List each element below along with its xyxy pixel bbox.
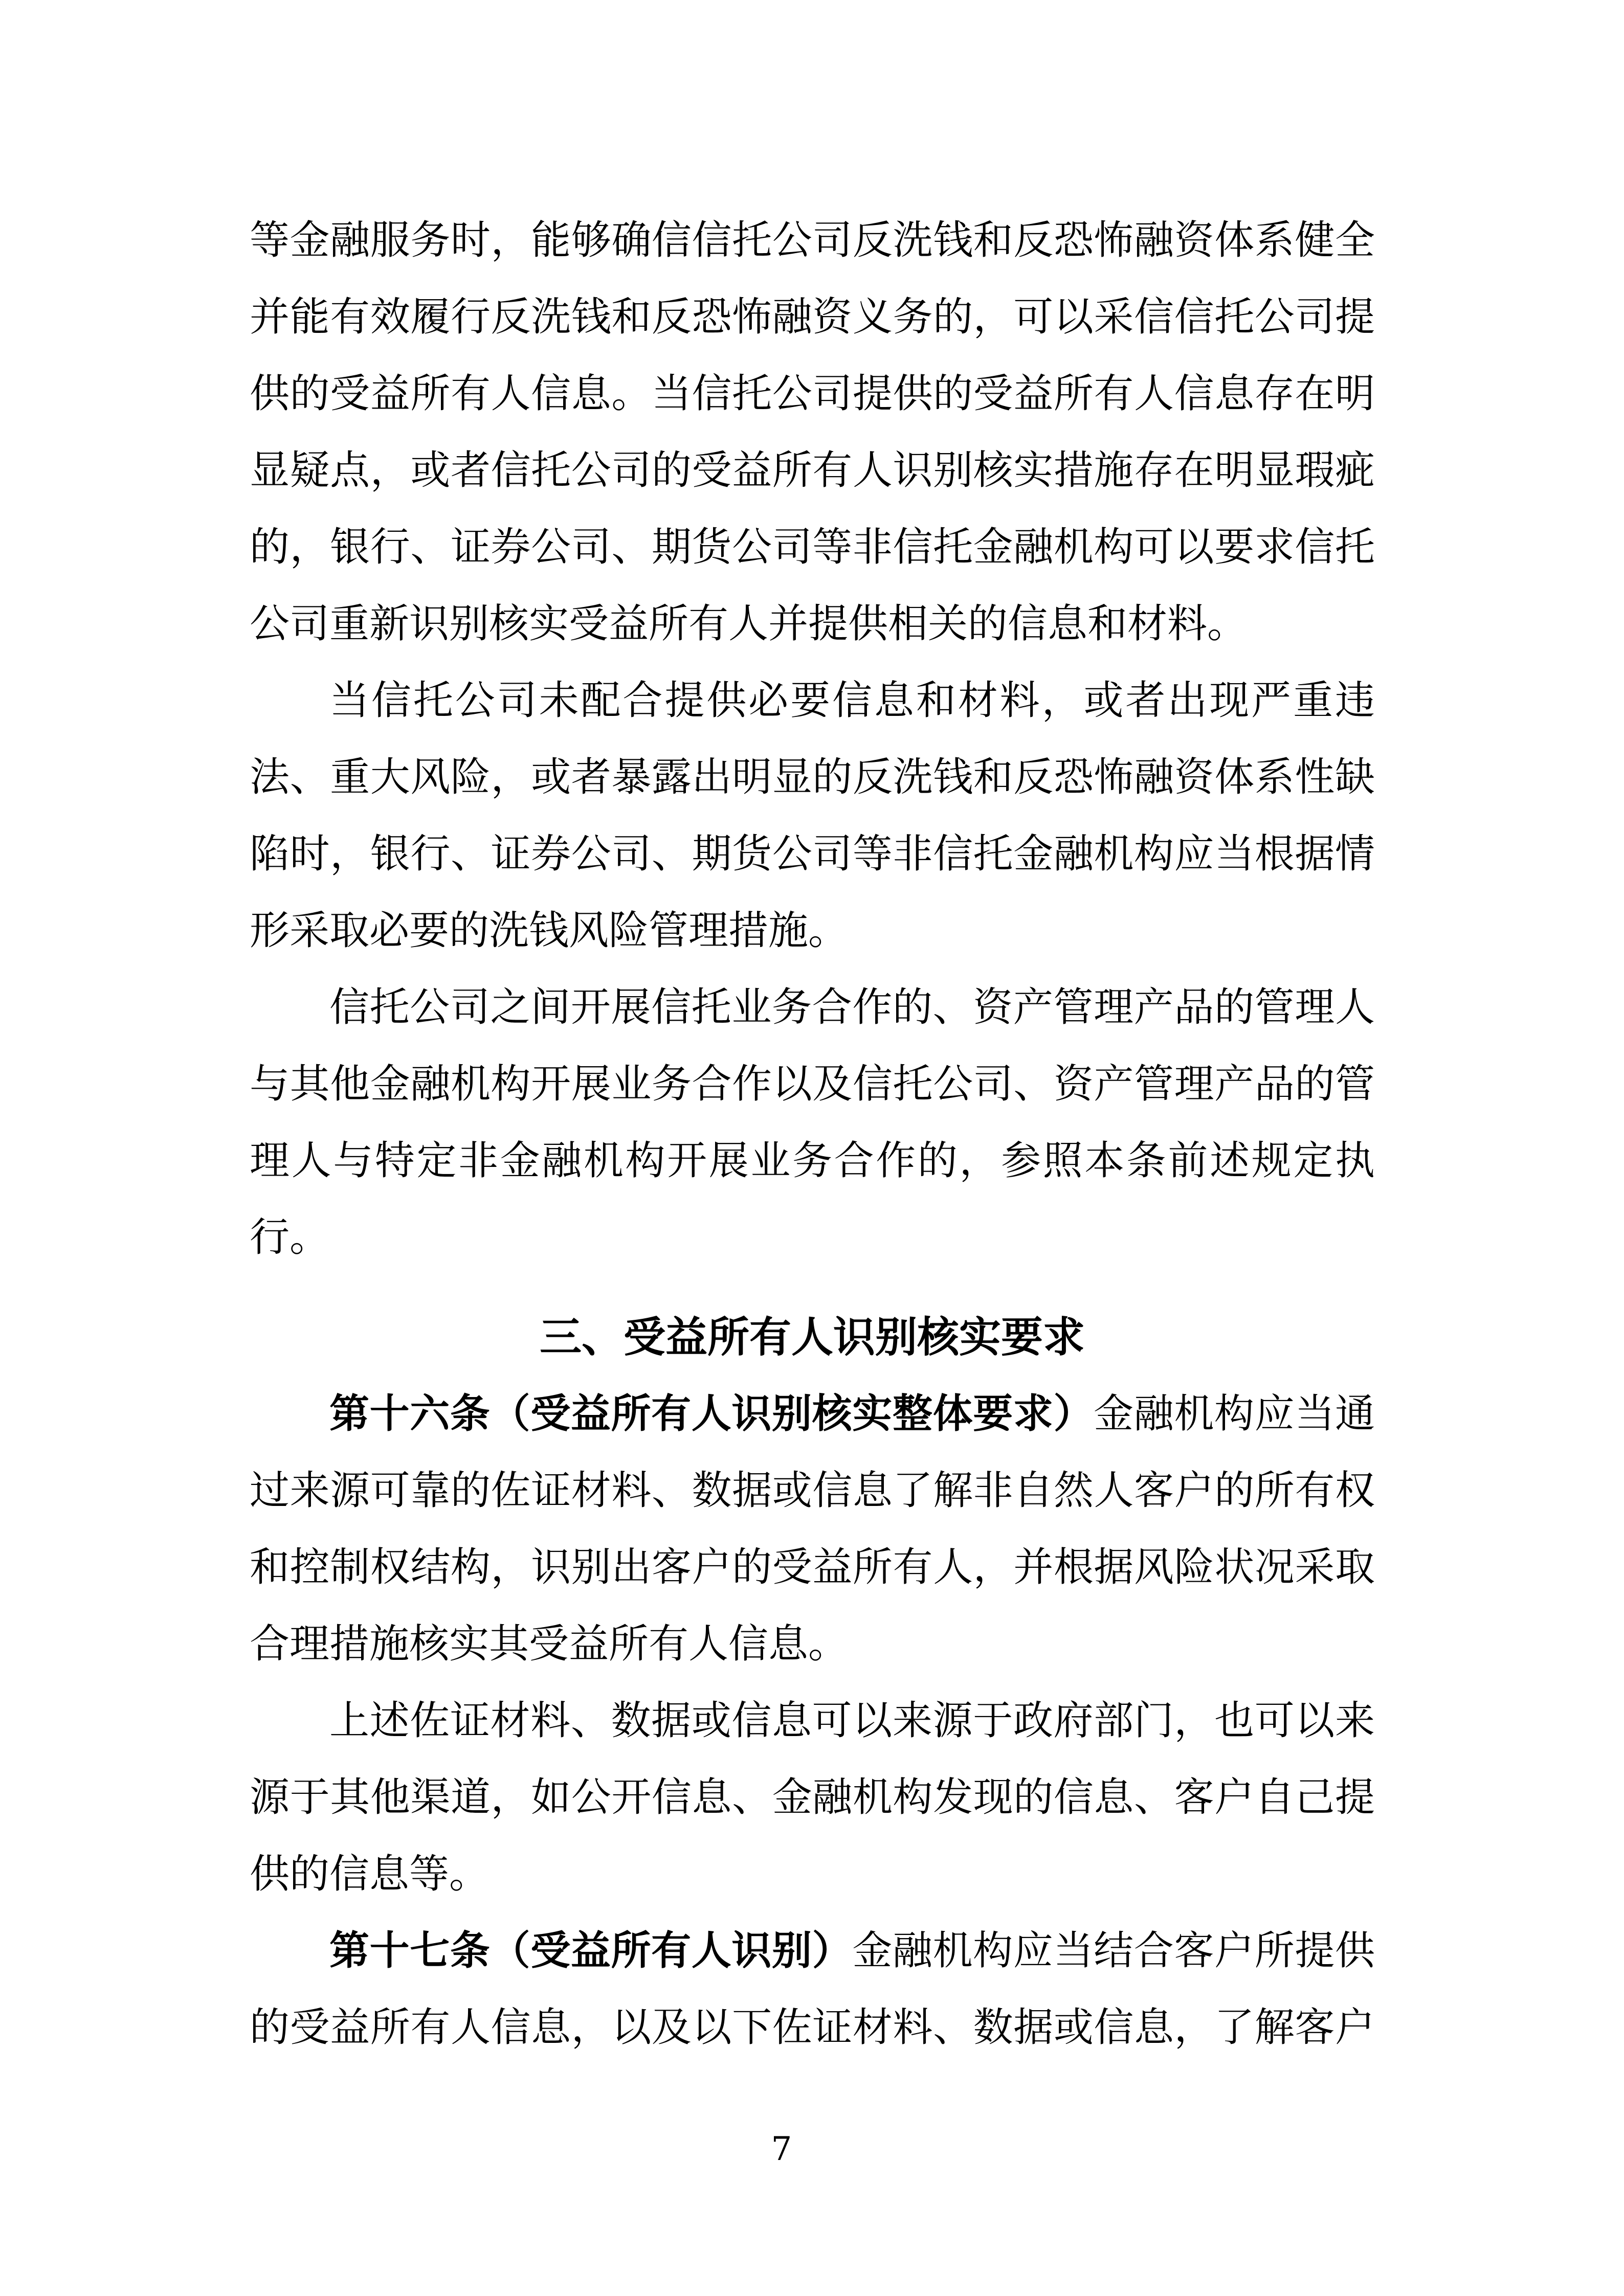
body-text: 合理措施核实其受益所有人信息。 — [250, 1621, 849, 1667]
page-number: 7 — [771, 2130, 792, 2168]
section-heading: 三、受益所有人识别核实要求 — [539, 1313, 1085, 1362]
text-line — [250, 1122, 1375, 1199]
text-line — [250, 1682, 1375, 1759]
text-line — [250, 509, 1375, 586]
text-line — [250, 1529, 1375, 1606]
body-text: 与其他金融机构开展业务合作以及信托公司、资产管理产品的管 — [250, 1061, 1375, 1107]
text-line — [250, 202, 1375, 279]
text-line — [250, 1606, 1375, 1682]
body-text: 当信托公司未配合提供必要信息和材料，或者出现严重违 — [329, 678, 1375, 724]
text-line — [250, 816, 1375, 892]
text-line — [250, 1836, 1375, 1912]
body-text: 和控制权结构，识别出客户的受益所有人，并根据风险状况采取 — [250, 1544, 1375, 1590]
body-text: 金融机构应当通 — [1094, 1391, 1375, 1437]
body-text: 陷时，银行、证券公司、期货公司等非信托金融机构应当根据情 — [250, 831, 1375, 877]
article-lead-text: 第十六条（受益所有人识别核实整体要求） — [329, 1390, 1094, 1437]
body-text: 的，银行、证券公司、期货公司等非信托金融机构可以要求信托 — [250, 524, 1375, 570]
body-text: 的受益所有人信息，以及以下佐证材料、数据或信息，了解客户 — [250, 2005, 1375, 2051]
body-text: 金融机构应当结合客户所提供 — [852, 1928, 1375, 1974]
text-line — [250, 586, 1375, 662]
text-line — [250, 279, 1375, 355]
body-text: 法、重大风险，或者暴露出明显的反洗钱和反恐怖融资体系性缺 — [250, 754, 1375, 800]
body-text: 供的信息等。 — [250, 1851, 490, 1897]
text-line — [250, 892, 1375, 969]
text-line — [250, 1199, 1375, 1276]
text-line — [250, 1376, 1375, 1452]
text-line — [250, 739, 1375, 816]
document-content — [250, 202, 1375, 2066]
text-line — [250, 1452, 1375, 1529]
text-line — [250, 1759, 1375, 1836]
text-line — [250, 432, 1375, 509]
text-line — [250, 1912, 1375, 1989]
body-text: 显疑点，或者信托公司的受益所有人识别核实措施存在明显瑕疵 — [250, 447, 1375, 493]
article-lead-text: 第十七条（受益所有人识别） — [329, 1927, 853, 1974]
body-text: 行。 — [250, 1214, 330, 1260]
body-text: 过来源可靠的佐证材料、数据或信息了解非自然人客户的所有权 — [250, 1468, 1375, 1514]
body-text: 公司重新识别核实受益所有人并提供相关的信息和材料。 — [250, 601, 1248, 647]
body-text: 形采取必要的洗钱风险管理措施。 — [250, 908, 849, 954]
body-text: 等金融服务时，能够确信信托公司反洗钱和反恐怖融资体系健全 — [250, 217, 1375, 263]
text-line — [250, 969, 1375, 1046]
body-text: 上述佐证材料、数据或信息可以来源于政府部门，也可以来 — [329, 1698, 1375, 1744]
text-line — [250, 662, 1375, 739]
body-text: 理人与特定非金融机构开展业务合作的，参照本条前述规定执 — [250, 1138, 1375, 1184]
text-line — [250, 355, 1375, 432]
text-line — [250, 1046, 1375, 1122]
body-text: 供的受益所有人信息。当信托公司提供的受益所有人信息存在明 — [250, 371, 1375, 417]
body-text: 源于其他渠道，如公开信息、金融机构发现的信息、客户自己提 — [250, 1774, 1375, 1820]
body-text: 信托公司之间开展信托业务合作的、资产管理产品的管理人 — [329, 984, 1375, 1030]
body-text: 并能有效履行反洗钱和反恐怖融资义务的，可以采信信托公司提 — [250, 294, 1375, 340]
text-line — [250, 1989, 1375, 2066]
